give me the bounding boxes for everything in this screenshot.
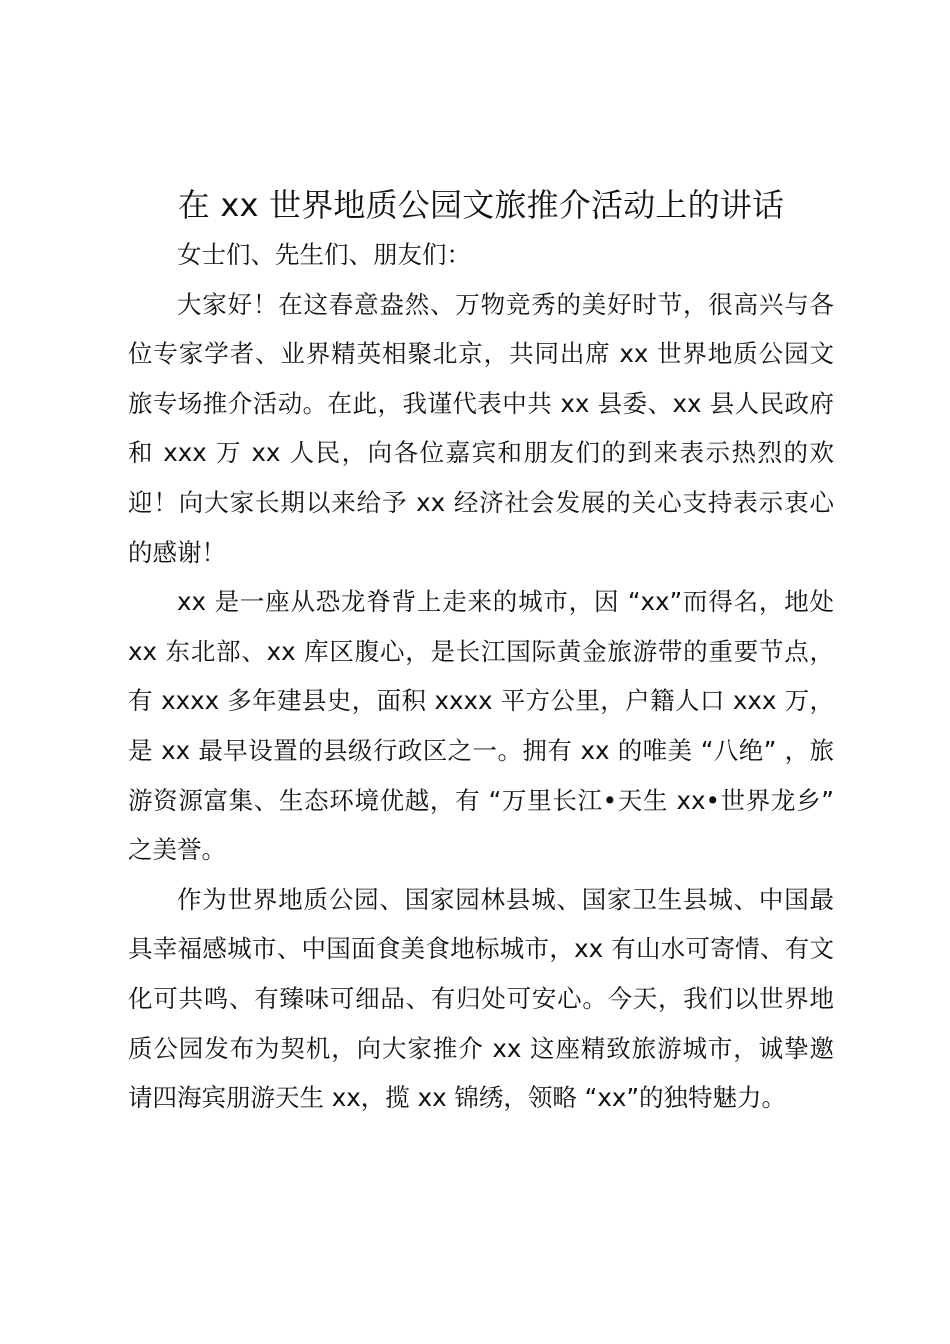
paragraph-city-intro: xx 是一座从恐龙脊背上走来的城市，因 “xx”而得名，地处 xx 东北部、xx 库区腹心，是长江国际黄金旅游带的重要节点，有 xxxx 多年建县史，面积 xxxx 平方公里，户籍人口 xxx 万，是 xx 最早设置的县级行政区之一。拥有 xx 的唯美 “八绝” ，旅游资源富集、生态环境优越，有 “万里长江•天生 xx•世界龙乡” 之美誉。 (128, 587, 834, 865)
document-title: 在 xx 世界地质公园文旅推介活动上的讲话 (177, 186, 785, 224)
paragraph-invitation: 作为世界地质公园、国家园林县城、国家卫生县城、中国最具幸福感城市、中国面食美食地标城市，xx 有山水可寄情、有文化可共鸣、有臻味可细品、有归处可安心。今天，我们以世界地质公园发布为契机，向大家推介 xx 这座精致旅游城市，诚挚邀请四海宾朋游天生 xx，揽 xx 锦绣，领略 “xx”的独特魅力。 (128, 884, 834, 1113)
document-body (128, 230, 834, 1123)
paragraph-welcome: 大家好！在这春意盎然、万物竞秀的美好时节，很高兴与各位专家学者、业界精英相聚北京，共同出席 xx 世界地质公园文旅专场推介活动。在此，我谨代表中共 xx 县委、xx 县人民政府和 xxx 万 xx 人民，向各位嘉宾和朋友们的到来表示热烈的欢迎！向大家长期以来给予 xx 经济社会发展的关心支持表示衷心的感谢！ (128, 289, 834, 567)
greeting: 女士们、先生们、朋友们： (177, 240, 471, 269)
